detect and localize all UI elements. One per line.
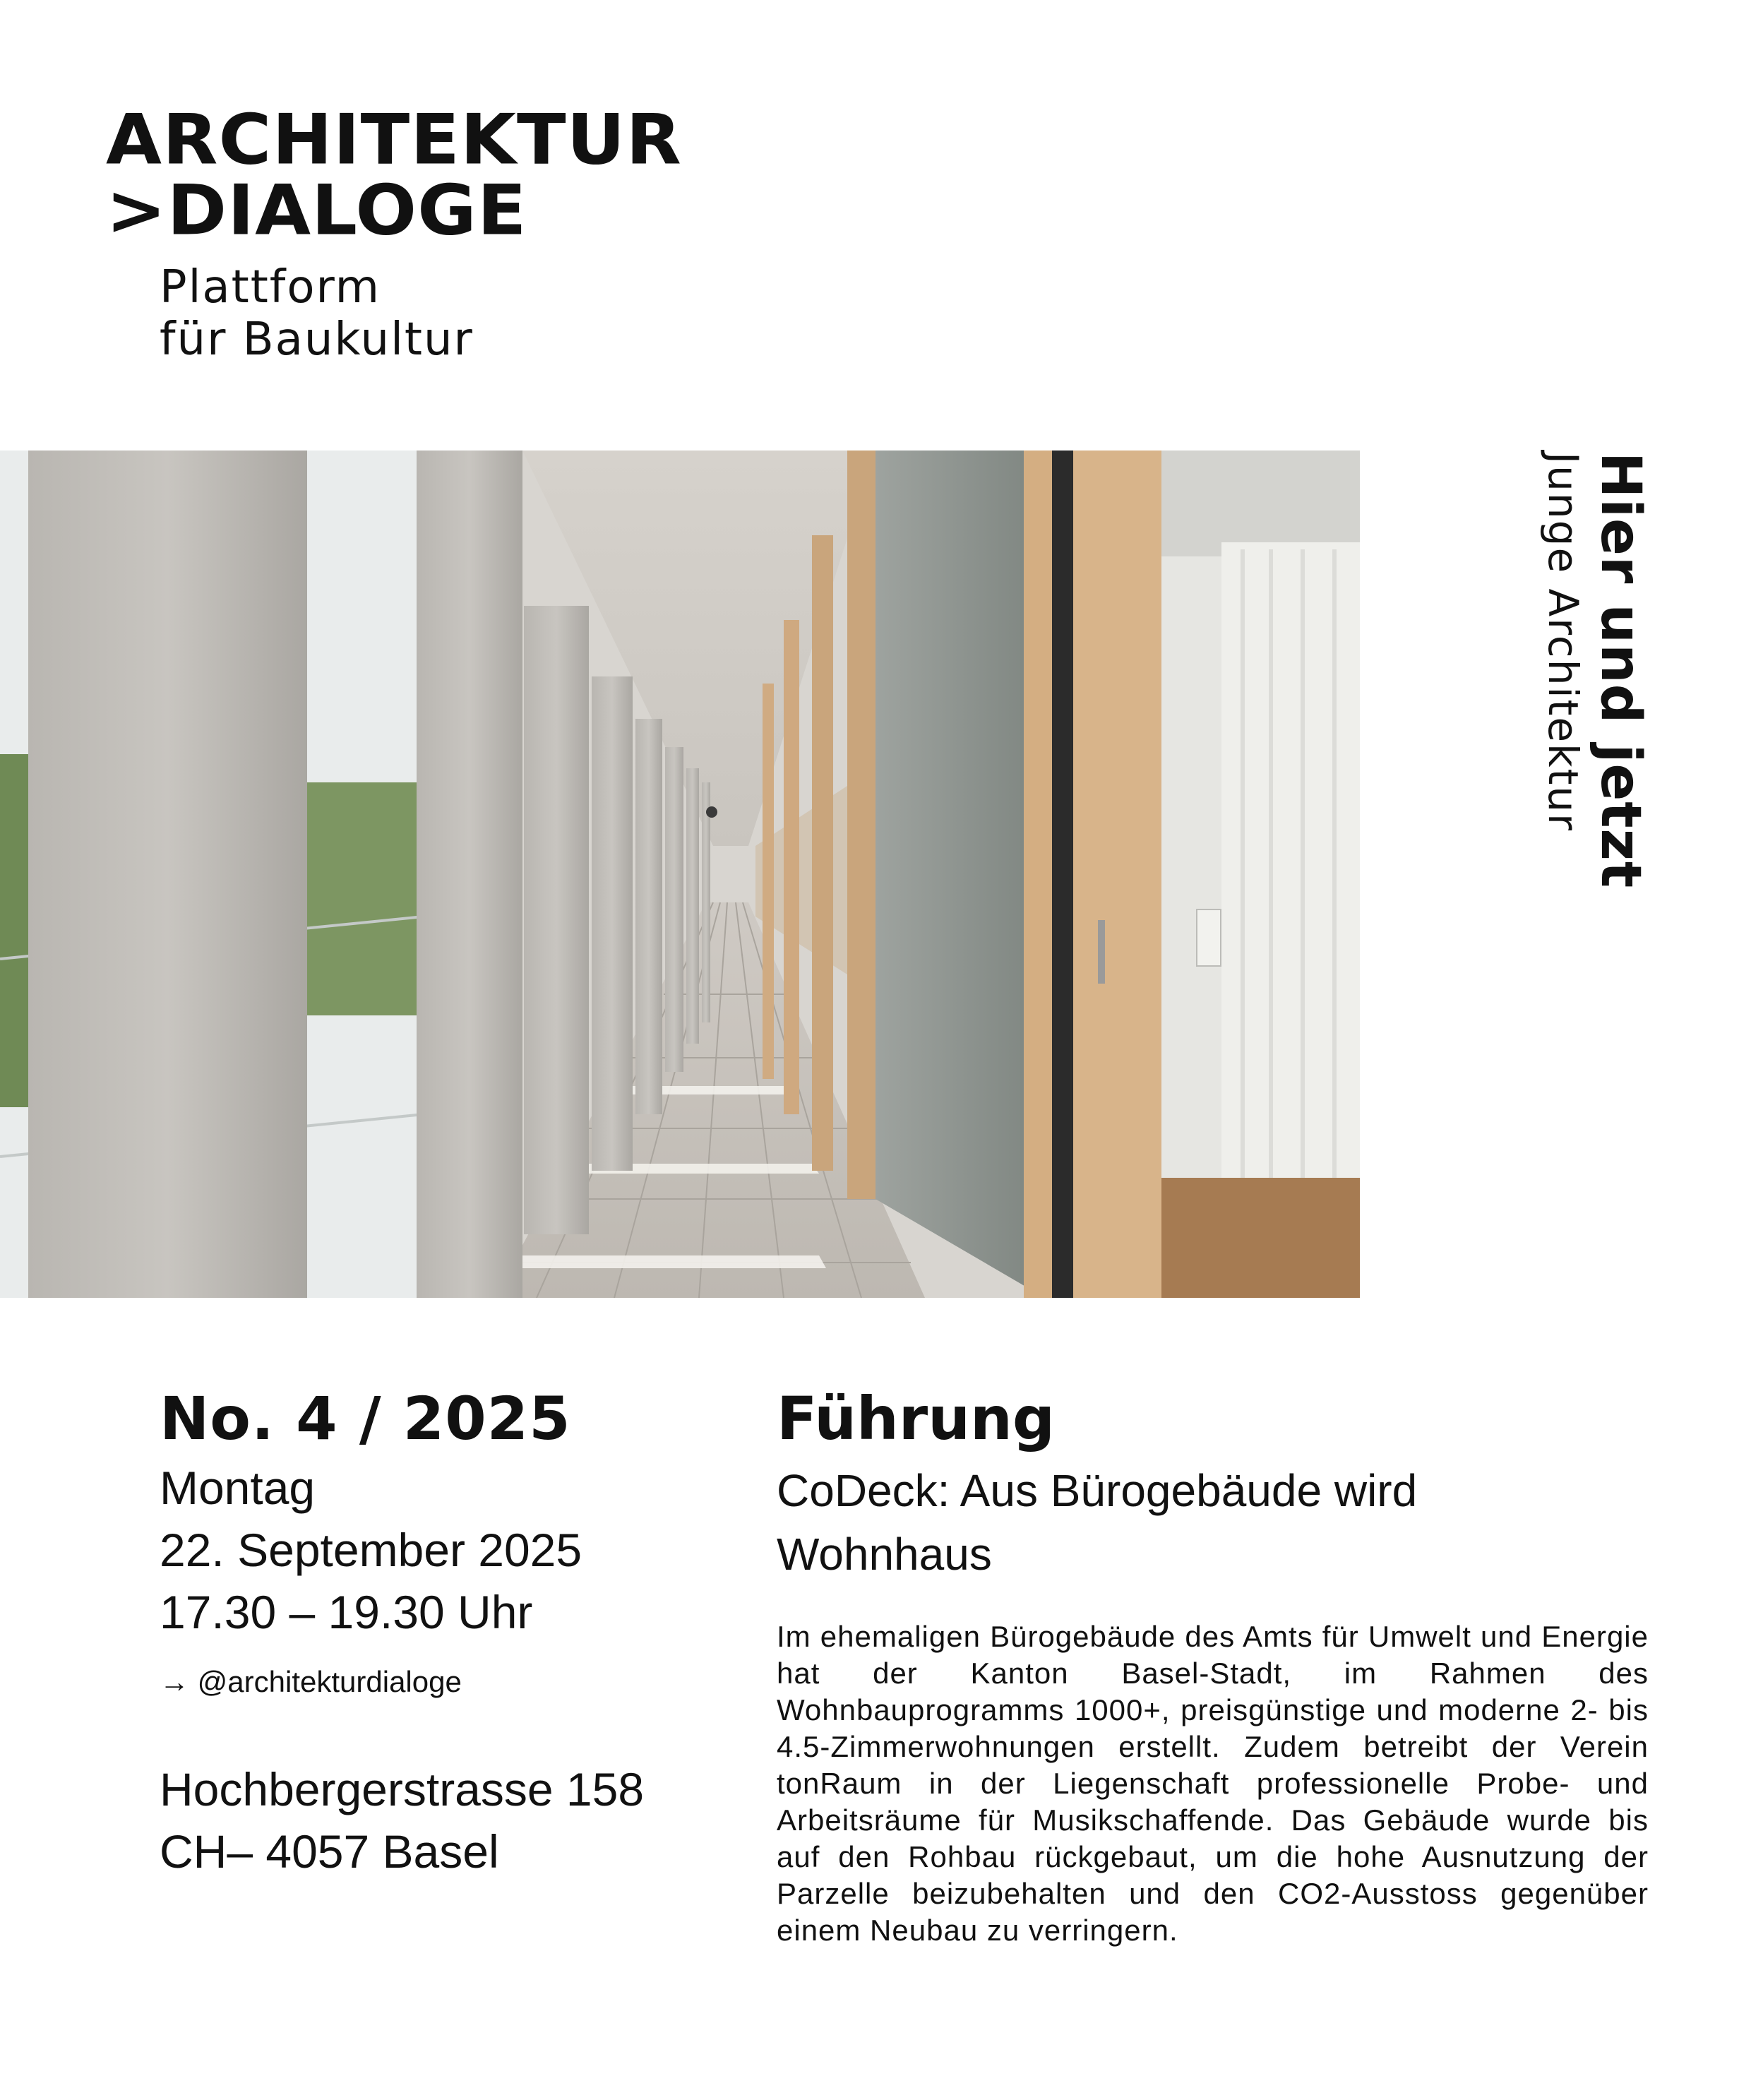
issue-number: No. 4 / 2025 bbox=[160, 1384, 571, 1453]
event-date: 22. September 2025 bbox=[160, 1524, 582, 1576]
tagline-line-2: für Baukultur bbox=[160, 314, 474, 366]
series-title: Hier und jetzt bbox=[1589, 452, 1652, 889]
event-description: Im ehemaligen Bürogebäude des Amts für Umwelt und Energie hat der Kanton Basel-Stadt, im Rahmen des Wohnbauprogramms 1000+, preisgünstige und moderne 2- bis 4.5-Zimmerwohnungen erstellt. Zudem betreibt der Verein tonRaum in der Liegenschaft professionelle Probe- und Arbeitsräume für Musikschaffende. Das Gebäude wurde bis auf den Rohbau rückgebaut, um die hohe Ausnutzung der Parzelle beizubehalten und den CO2-Ausstoss gegenüber einem Neubau zu verringern. bbox=[777, 1620, 1649, 1947]
event-type: Führung bbox=[777, 1384, 1055, 1453]
logo-line-2: >DIALOGE bbox=[106, 170, 527, 251]
tagline-line-1: Plattform bbox=[160, 261, 381, 314]
event-weekday: Montag bbox=[160, 1462, 316, 1514]
corridor-photo bbox=[0, 451, 1360, 1298]
address-street: Hochbergerstrasse 158 bbox=[160, 1763, 645, 1815]
series-subtitle: Junge Architektur bbox=[1539, 452, 1587, 832]
logo-line-1: ARCHITEKTUR bbox=[106, 100, 682, 181]
event-title: CoDeck: Aus Bürogebäude wird Wohnhaus bbox=[777, 1465, 1418, 1580]
social-handle-link[interactable]: → @architekturdialoge bbox=[160, 1665, 462, 1698]
address-city: CH– 4057 Basel bbox=[160, 1825, 499, 1878]
event-time: 17.30 – 19.30 Uhr bbox=[160, 1586, 533, 1638]
